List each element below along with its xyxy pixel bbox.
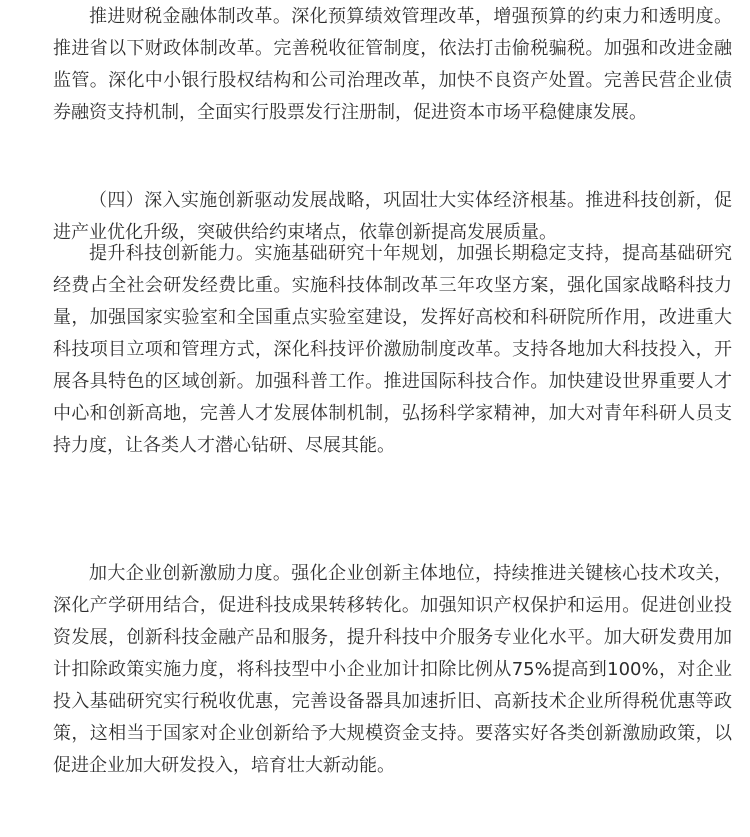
paragraph-innovation-strategy-heading: （四）深入实施创新驱动发展战略，巩固壮大实体经济根基。推进科技创新，促进产业优化升级，突破供给约束堵点，依靠创新提高发展质量。: [53, 190, 732, 243]
paragraph-tech-innovation-capacity: 提升科技创新能力。实施基础研究十年规划，加强长期稳定支持，提高基础研究经费占全社会研发经费比重。实施科技体制改革三年攻坚方案，强化国家战略科技力量，加强国家实验室和全国重点实验室建设，发挥好高校和科研院所作用，改进重大科技项目立项和管理方式，深化科技评价激励制度改革。支持各地加大科技投入，开展各具特色的区域创新。加强科普工作。推进国际科技合作。加快建设世界重要人才中心和创新高地，完善人才发展体制机制，弘扬科学家精神，加大对青年科研人员支持力度，让各类人才潜心钻研、尽展其能。: [53, 243, 732, 456]
paragraph-enterprise-innovation-incentives: 加大企业创新激励力度。强化企业创新主体地位，持续推进关键核心技术攻关，深化产学研用结合，促进科技成果转移转化。加强知识产权保护和运用。促进创业投资发展，创新科技金融产品和服务，提升科技中介服务专业化水平。加大研发费用加计扣除政策实施力度，将科技型中小企业加计扣除比例从75%提高到100%，对企业投入基础研究实行税收优惠，完善设备器具加速折旧、高新技术企业所得税优惠等政策，这相当于国家对企业创新给予大规模资金支持。要落实好各类创新激励政策，以促进企业加大研发投入，培育壮大新动能。: [53, 563, 732, 776]
paragraph-fiscal-financial-reform: 推进财税金融体制改革。深化预算绩效管理改革，增强预算的约束力和透明度。推进省以下财政体制改革。完善税收征管制度，依法打击偷税骗税。加强和改进金融监管。深化中小银行股权结构和公司治理改革，加快不良资产处置。完善民营企业债券融资支持机制，全面实行股票发行注册制，促进资本市场平稳健康发展。: [53, 6, 732, 123]
